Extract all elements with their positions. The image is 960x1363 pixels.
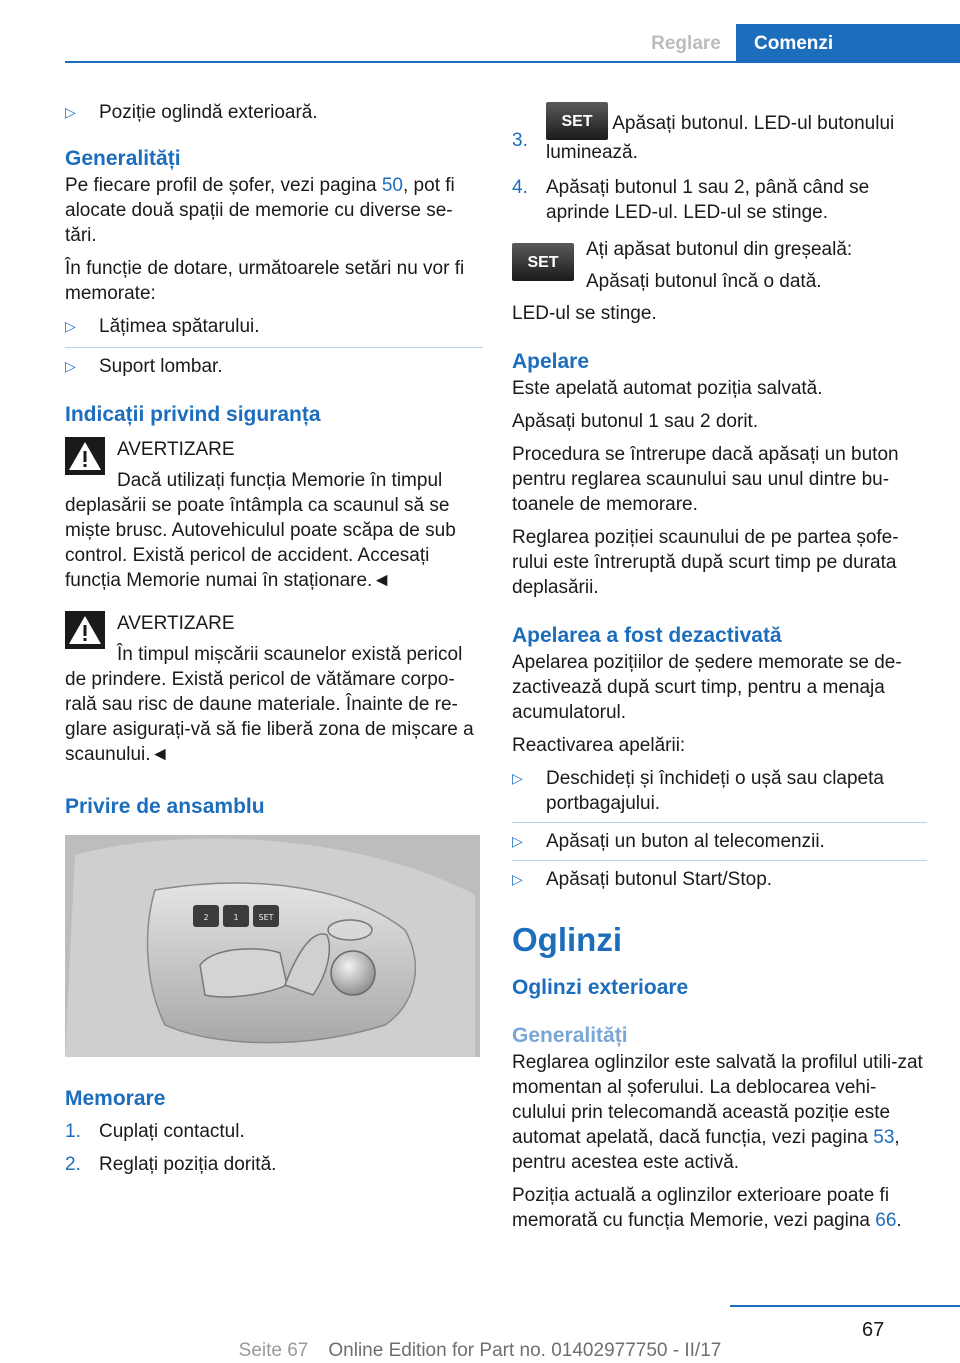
footer-edition: Online Edition for Part no. 01402977750 - II/17 (328, 1340, 722, 1361)
step-number: 3. (512, 130, 528, 151)
warning-block (65, 611, 483, 767)
list-item-text: Deschideți și închideți o ușă sau clapeta portbagajului. (546, 768, 884, 814)
paragraph-text: , pentru acestea este activă. (512, 1127, 900, 1173)
left-column (65, 100, 483, 1177)
set-button-icon: SET (546, 102, 608, 140)
list-item-text: Lățimea spătarului. (99, 316, 260, 337)
list-item (512, 766, 927, 816)
list-item (65, 1152, 483, 1177)
seat-controls-illustration (65, 835, 480, 1057)
step-text: Reglați poziția dorită. (99, 1154, 277, 1175)
paragraph: Apăsați butonul 1 sau 2 dorit. (512, 411, 759, 432)
list-item (512, 108, 927, 165)
step-number: 1. (65, 1121, 81, 1142)
tab-reglare[interactable]: Reglare (651, 32, 721, 54)
list-item-text: Poziție oglindă exterioară. (99, 102, 318, 123)
warning-first-line: În timpul mișcării scaunelor există pericol (117, 644, 463, 665)
step-number: 2. (65, 1154, 81, 1175)
warning-heading: AVERTIZARE (117, 613, 235, 634)
section-title-siguranta: Indicații privind siguranța (65, 403, 321, 426)
section-title-oglinzi-exterioare: Oglinzi exterioare (512, 976, 689, 999)
warning-text: de prindere. Există pericol de vătămare corpo-rală sau risc de daune materiale. Înainte de re-glare asigurați-vă să fie liberă zona de mișcare a scaunului.◄ (65, 669, 474, 765)
footer (0, 1338, 960, 1363)
list-item (65, 100, 483, 125)
step-text-part: luminează. (546, 142, 638, 163)
chapter-title-oglinzi: Oglinzi (512, 921, 622, 958)
step-number: 4. (512, 177, 528, 198)
list-item (65, 347, 483, 379)
section-title-memorare: Memorare (65, 1087, 166, 1110)
triangle-bullet-icon: ▷ (512, 770, 523, 786)
paragraph-text: Pe fiecare profil de șofer, vezi pagina (65, 175, 382, 196)
step-text: Cuplați contactul. (99, 1121, 245, 1142)
list-item (512, 860, 927, 892)
warning-block (65, 437, 483, 593)
triangle-bullet-icon: ▷ (512, 833, 523, 849)
mistake-note (512, 237, 927, 297)
footer-watermark: Seite 67 (238, 1340, 309, 1361)
paragraph: LED-ul se stinge. (512, 303, 657, 324)
paragraph-text: . (896, 1210, 902, 1231)
paragraph (512, 1183, 927, 1233)
triangle-bullet-icon: ▷ (65, 318, 76, 334)
warning-heading: AVERTIZARE (117, 439, 235, 460)
list-item (512, 175, 927, 225)
memory-button-set-label: SET (258, 913, 274, 922)
page-number: 67 (862, 1319, 885, 1341)
list-item (65, 1119, 483, 1144)
seat-controls-photo (65, 835, 480, 1057)
paragraph (65, 173, 483, 248)
triangle-bullet-icon: ▷ (512, 871, 523, 887)
paragraph: Este apelată automat poziția salvată. (512, 378, 823, 399)
memory-button-1-label: 1 (233, 913, 239, 922)
page-link[interactable]: 53 (873, 1127, 895, 1148)
warning-text: deplasării se poate întâmpla ca scaunul să se miște brusc. Autovehiculul poate scăpa de sub control. Există pericol de accident. Accesați funcția Memorie numai în staționare.◄ (65, 495, 456, 591)
step-text-part: Apăsați butonul. LED-ul butonului (608, 113, 895, 135)
section-title-ansamblu: Privire de ansamblu (65, 795, 265, 818)
step-text: Apăsați butonul 1 sau 2, până când se aprinde LED-ul. LED-ul se stinge. (546, 177, 870, 223)
warning-triangle-icon (65, 437, 105, 475)
section-title-dezactivata: Apelarea a fost dezactivată (512, 624, 782, 647)
step-text (546, 108, 927, 165)
triangle-bullet-icon: ▷ (65, 104, 76, 120)
mistake-text-2: Apăsați butonul încă o dată. (586, 271, 822, 292)
mistake-text-1: Ați apăsat butonul din greșeală: (586, 239, 853, 260)
header-rule (65, 61, 960, 63)
list-item-text: Suport lombar. (99, 356, 223, 377)
paragraph (512, 1050, 927, 1175)
footer-rule (730, 1305, 960, 1307)
warning-triangle-icon (65, 611, 105, 649)
list-item (512, 822, 927, 854)
list-item (65, 314, 483, 339)
page-link[interactable]: 50 (381, 175, 403, 196)
list-item-text: Apăsați un buton al telecomenzii. (546, 831, 825, 852)
tab-comenzi[interactable]: Comenzi (736, 24, 960, 62)
set-button-icon: SET (512, 243, 574, 281)
paragraph: Reglarea poziției scaunului de pe partea șofe-rului este întreruptă după scurt timp pe durata deplasării. (512, 527, 899, 598)
paragraph: În funcție de dotare, următoarele setări nu vor fi memorate: (65, 258, 465, 304)
paragraph: Procedura se întrerupe dacă apăsați un buton pentru reglarea scaunului sau unul dintre bu-toanele de memorare. (512, 444, 899, 515)
subsection-title-generalitati: Generalități (512, 1024, 628, 1047)
section-title-generalitati: Generalități (65, 147, 181, 170)
paragraph-text: Reglarea oglinzilor este salvată la profilul utili-zat momentan al șoferului. La deblocarea vehi-culului prin telecomandă această poziție este automat apelată, dacă funcția, vezi pagina (512, 1052, 923, 1148)
paragraph-text: , pot fi alocate două spații de memorie cu diverse se-tări. (65, 175, 455, 246)
right-column (512, 100, 927, 1241)
paragraph: Reactivarea apelării: (512, 735, 686, 756)
triangle-bullet-icon: ▷ (65, 358, 76, 374)
paragraph-text: Poziția actuală a oglinzilor exterioare poate fi memorată cu funcția Memorie, vezi pagina (512, 1185, 890, 1231)
list-item-text: Apăsați butonul Start/Stop. (546, 869, 773, 890)
memory-button-2-label: 2 (203, 913, 209, 922)
warning-first-line: Dacă utilizați funcția Memorie în timpul (117, 470, 443, 491)
paragraph: Apelarea pozițiilor de ședere memorate se de-zactivează după scurt timp, pentru a menaja acumulatorul. (512, 652, 902, 723)
page-link[interactable]: 66 (875, 1210, 897, 1231)
section-title-apelare: Apelare (512, 350, 590, 373)
